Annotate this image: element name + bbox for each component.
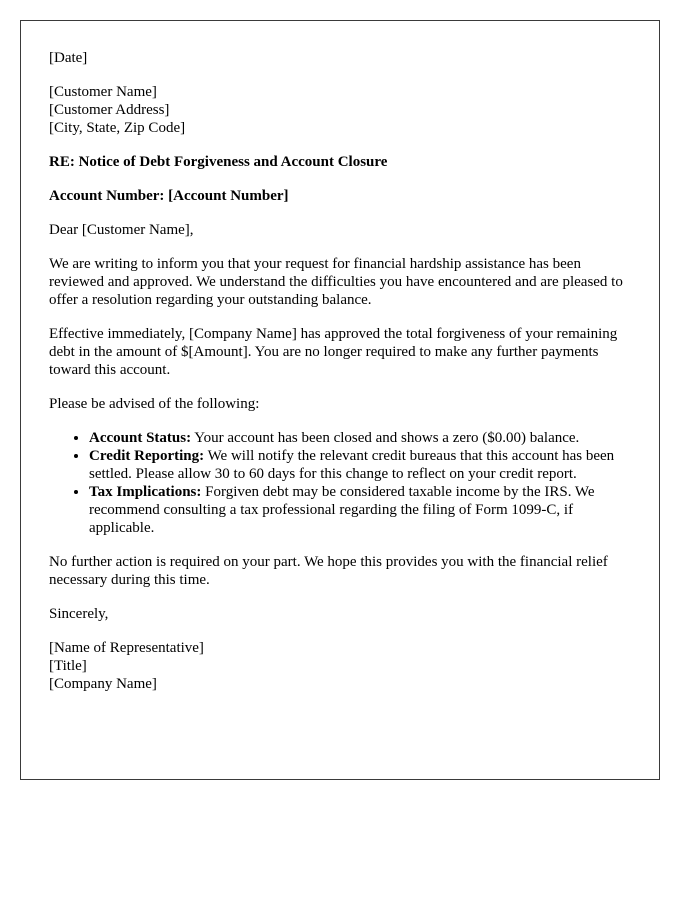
signature-name: [Name of Representative] [49,640,204,656]
signature-company: [Company Name] [49,676,157,692]
list-item-text: Your account has been closed and shows a zero ($0.00) balance. [191,430,580,446]
list-item-label: Credit Reporting: [89,448,205,464]
signature-block [49,639,631,693]
body-paragraph-advisory: Please be advised of the following: [49,396,260,412]
list-item-credit-reporting [89,447,631,483]
list-item-account-status [89,429,631,447]
list-item-tax-implications [89,483,631,537]
subject-line: RE: Notice of Debt Forgiveness and Account Closure [49,154,388,170]
body-paragraph-approval: We are writing to inform you that your request for financial hardship assistance has been reviewed and approved. We understand the difficulties you have encountered and are pleased to offer a resolution regarding your outstanding balance. [49,256,623,308]
letter-container [20,20,660,780]
closing-salutation: Sincerely, [49,606,109,622]
recipient-address: [Customer Address] [49,102,170,118]
signature-title: [Title] [49,658,87,674]
advisory-list [49,429,631,537]
salutation: Dear [Customer Name], [49,222,194,238]
recipient-city-state-zip: [City, State, Zip Code] [49,120,186,136]
list-item-label: Tax Implications: [89,484,202,500]
body-paragraph-forgiveness: Effective immediately, [Company Name] has approved the total forgiveness of your remaining debt in the amount of $[Amount]. You are no longer required to make any further payments toward this account. [49,326,618,378]
list-item-label: Account Status: [89,430,192,446]
recipient-name: [Customer Name] [49,84,157,100]
list-item-text: Forgiven debt may be considered taxable income by the IRS. We recommend consulting a tax professional regarding the filing of Form 1099-C, if applicable. [89,484,595,536]
recipient-block [49,83,631,137]
closing-paragraph: No further action is required on your part. We hope this provides you with the financial relief necessary during this time. [49,554,608,588]
list-item-text: We will notify the relevant credit bureaus that this account has been settled. Please allow 30 to 60 days for this change to reflect on your credit report. [89,448,615,482]
account-number-line: Account Number: [Account Number] [49,188,289,204]
letter-date: [Date] [49,50,88,66]
